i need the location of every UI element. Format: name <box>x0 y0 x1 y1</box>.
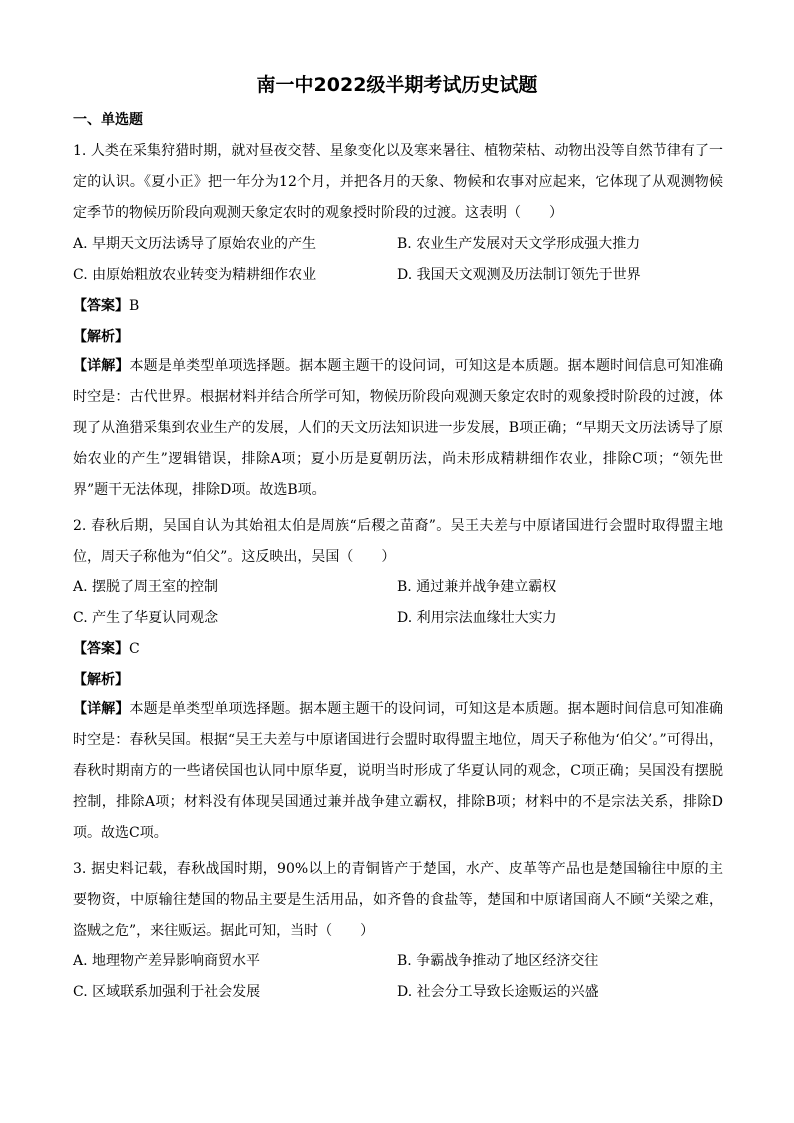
question-2-stem: 2. 春秋后期，吴国自认为其始祖太伯是周族“后稷之苗裔”。吴王夫差与中原诸国进行会盟时取得盟主地位，周天子称他为“伯父”。这反映出，吴国（ ） <box>73 518 723 565</box>
question-3-option-b: B. 争霸战争推动了地区经济交往 <box>397 953 599 969</box>
question-2-option-a: A. 摆脱了周王室的控制 <box>73 579 219 595</box>
question-2-answer <box>73 639 140 659</box>
question-3-stem: 3. 据史料记载，春秋战国时期，90%以上的青铜皆产于楚国，水产、皮革等产品也是楚国输往中原的主要物资，中原输往楚国的物品主要是生活用品，如齐鲁的食盐等，楚国和中原诸国商人不顾“关梁之难，盗贼之危”，来往贩运。据此可知，当时（ ） <box>73 861 723 939</box>
question-2-detail <box>73 694 723 849</box>
question-3-option-c: C. 区域联系加强利于社会发展 <box>73 984 261 1000</box>
question-1-option-b: B. 农业生产发展对天文学形成强大推力 <box>397 236 641 252</box>
page-title: 南一中2022级半期考试历史试题 <box>256 74 538 96</box>
question-2-option-b: B. 通过兼并战争建立霸权 <box>397 579 557 595</box>
detail-text: 本题是单类型单项选择题。据本题主题干的设问词，可知这是本质题。据本题时间信息可知准确时空是：春秋吴国。根据“吴王夫差与中原诸国进行会盟时取得盟主地位，周天子称他为‘伯父’。”可得出，春秋时期南方的一些诸侯国也认同中原华夏，说明当时形成了华夏认同的观念，C项正确；吴国没有摆脱控制，排除A项；材料没有体现吴国通过兼并战争建立霸权，排除B项；材料中的不是宗法关系，排除D项。故选C项。 <box>73 701 724 841</box>
question-2-analysis-label: 【解析】 <box>73 672 129 688</box>
question-1-analysis-label: 【解析】 <box>73 329 129 345</box>
question-1-detail <box>73 351 723 506</box>
question-1-option-a: A. 早期天文历法诱导了原始农业的产生 <box>73 236 317 252</box>
question-1-option-d: D. 我国天文观测及历法制订领先于世界 <box>397 267 641 283</box>
detail-label: 【详解】 <box>73 701 130 717</box>
detail-label: 【详解】 <box>73 358 130 374</box>
answer-label: 【答案】 <box>73 641 129 657</box>
question-3-option-a: A. 地理物产差异影响商贸水平 <box>73 953 261 969</box>
section-heading: 一、单选题 <box>73 112 143 128</box>
detail-text: 本题是单类型单项选择题。据本题主题干的设问词，可知这是本质题。据本题时间信息可知准确时空是：古代世界。根据材料并结合所学可知，物候历阶段向观测天象定农时的观象授时阶段的过渡，体现了从渔猎采集到农业生产的发展，人们的天文历法知识进一步发展，B项正确；“早期天文历法诱导了原始农业的产生”逻辑错误，排除A项；夏小历是夏朝历法，尚未形成精耕细作农业，排除C项；“领先世界”题干无法体现，排除D项。故选B项。 <box>73 358 724 498</box>
answer-value: C <box>129 641 140 657</box>
answer-label: 【答案】 <box>73 298 129 314</box>
question-3-option-d: D. 社会分工导致长途贩运的兴盛 <box>397 984 599 1000</box>
answer-value: B <box>129 298 140 314</box>
question-1-stem: 1. 人类在采集狩猎时期，就对昼夜交替、星象变化以及寒来暑往、植物荣枯、动物出没等自然节律有了一定的认识。《夏小正》把一年分为12个月，并把各月的天象、物候和农事对应起来，它体现了从观测物候定季节的物候历阶段向观测天象定农时的观象授时阶段的过渡。这表明（ ） <box>73 143 723 221</box>
question-1-answer <box>73 296 139 316</box>
question-2-option-c: C. 产生了华夏认同观念 <box>73 610 219 626</box>
question-1-option-c: C. 由原始粗放农业转变为精耕细作农业 <box>73 267 317 283</box>
question-2-option-d: D. 利用宗法血缘壮大实力 <box>397 610 557 626</box>
